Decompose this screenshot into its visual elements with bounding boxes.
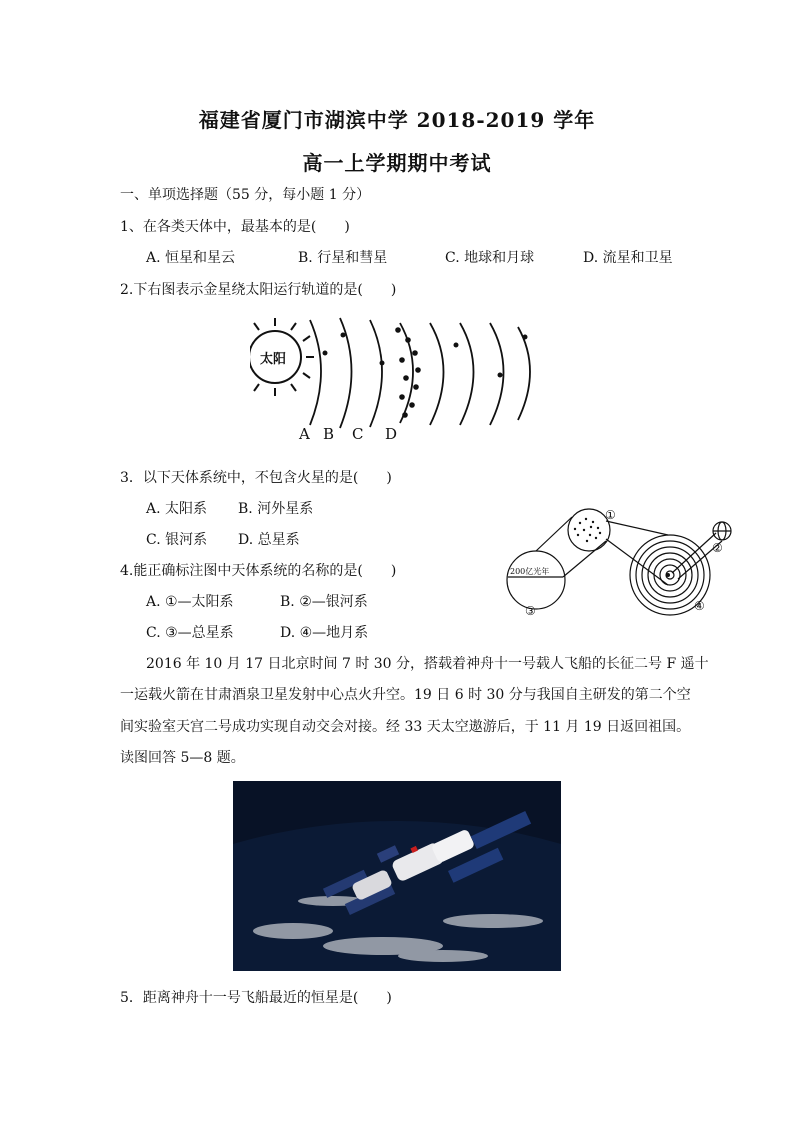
orbit-h xyxy=(518,327,530,420)
planet-marker xyxy=(399,394,405,400)
sun-label: 太阳 xyxy=(260,352,287,367)
q4-stem: 4.能正确标注图中天体系统的名称的是( ) xyxy=(120,563,397,579)
galaxy-cluster-circle xyxy=(507,551,565,609)
planet-marker xyxy=(454,343,459,348)
marker-2: ② xyxy=(712,541,723,555)
q3-stem: 3．以下天体系统中，不包含火星的是( ) xyxy=(120,470,392,486)
scale-label: 200亿光年 xyxy=(510,567,550,576)
section-heading: 一、单项选择题（55 分，每小题 1 分） xyxy=(120,187,371,203)
sun-icon xyxy=(250,318,314,396)
q4-option-a: A. ①—太阳系 xyxy=(146,594,234,610)
q5-stem: 5．距离神舟十一号飞船最近的恒星是( ) xyxy=(120,990,392,1006)
title-line-1: 福建省厦门市湖滨中学 2018-2019 学年 xyxy=(198,108,596,132)
passage-line-3: 间实验室天宫二号成功实现自动交会对接。经 33 天太空遨游后，于 11 月 19 日返回祖国。 xyxy=(120,719,691,735)
q4-option-d: D. ④—地月系 xyxy=(280,625,369,641)
orbit-label-d: D xyxy=(385,425,398,443)
planet-marker xyxy=(323,351,328,356)
planet-marker xyxy=(523,335,528,340)
planet-marker xyxy=(412,350,418,356)
orbit-e xyxy=(430,323,444,425)
orbit-label-c: C xyxy=(352,425,364,443)
celestial-systems-figure xyxy=(500,505,745,617)
planet-marker xyxy=(380,361,385,366)
globe-icon xyxy=(713,522,731,540)
q2-stem: 2.下右图表示金星绕太阳运行轨道的是( ) xyxy=(120,282,397,298)
marker-1: ① xyxy=(605,508,616,522)
solar-system-dotted-circle xyxy=(568,509,610,551)
orbit-figure xyxy=(250,315,550,445)
marker-4: ④ xyxy=(694,599,705,613)
q1-option-a: A. 恒星和星云 xyxy=(146,250,236,266)
planet-marker xyxy=(341,333,346,338)
q1-option-d: D. 流星和卫星 xyxy=(583,250,673,266)
planet-marker xyxy=(402,412,408,418)
orbit-a xyxy=(310,320,321,425)
orbit-f xyxy=(460,323,474,425)
q3-option-c: C. 银河系 xyxy=(146,532,208,548)
q3-option-b: B. 河外星系 xyxy=(238,501,314,517)
planet-marker xyxy=(413,384,419,390)
planet-marker xyxy=(409,402,415,408)
passage-line-1: 2016 年 10 月 17 日北京时间 7 时 30 分，搭载着神舟十一号载人飞船的长征二号 F 遥十 xyxy=(146,656,709,672)
q4-option-b: B. ②—银河系 xyxy=(280,594,368,610)
q1-option-c: C. 地球和月球 xyxy=(445,250,535,266)
planet-marker xyxy=(403,375,409,381)
marker-3: ③ xyxy=(525,604,536,617)
orbit-label-a: A xyxy=(299,425,310,443)
orbit-label-b: B xyxy=(323,425,335,443)
planet-marker xyxy=(405,337,411,343)
q1-option-b: B. 行星和彗星 xyxy=(298,250,388,266)
spacecraft-photo xyxy=(233,781,561,971)
planet-marker xyxy=(399,357,405,363)
planet-marker xyxy=(395,327,401,333)
title-line-2: 高一上学期期中考试 xyxy=(302,151,492,175)
planet-marker xyxy=(498,373,503,378)
planet-marker xyxy=(415,367,421,373)
passage-line-2: 一运载火箭在甘肃酒泉卫星发射中心点火升空。19 日 6 时 30 分与我国自主研发的第二个空 xyxy=(120,687,691,703)
q3-option-a: A. 太阳系 xyxy=(146,501,208,517)
q3-option-d: D. 总星系 xyxy=(238,532,300,548)
orbit-c xyxy=(370,320,382,427)
q1-stem: 1、在各类天体中，最基本的是( ) xyxy=(120,219,350,235)
passage-line-4: 读图回答 5—8 题。 xyxy=(120,750,245,766)
q4-option-c: C. ③—总星系 xyxy=(146,625,234,641)
